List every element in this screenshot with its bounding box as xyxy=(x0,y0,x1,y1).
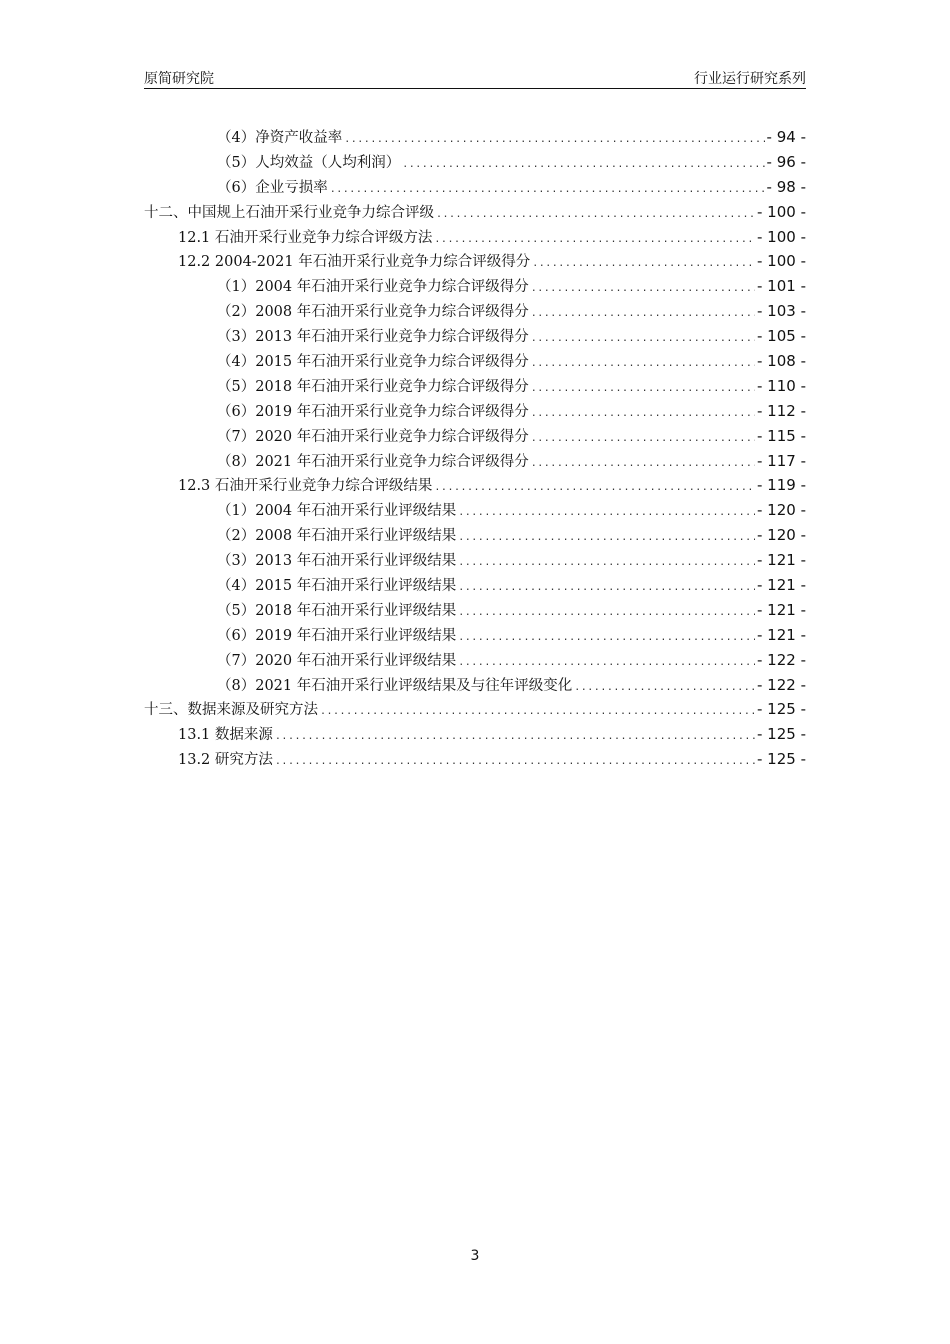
toc-entry-title: （3）2013 年石油开采行业竞争力综合评级得分 xyxy=(217,329,529,346)
toc-dot-leader xyxy=(531,458,755,469)
toc-entry-page: - 103 - xyxy=(757,302,806,321)
toc-entry-title: 13.2 研究方法 xyxy=(178,752,273,769)
toc-dot-leader xyxy=(402,159,764,170)
toc-entry[interactable] xyxy=(144,176,806,201)
toc-dot-leader xyxy=(434,482,755,493)
toc-entry-page: - 119 - xyxy=(757,476,806,495)
toc-entry[interactable] xyxy=(144,499,806,524)
toc-entry-page: - 117 - xyxy=(757,451,806,470)
toc-entry-title: （5）2018 年石油开采行业评级结果 xyxy=(217,602,457,619)
toc-entry-title: （5）人均效益（人均利润） xyxy=(217,154,401,171)
toc-dot-leader xyxy=(458,507,755,518)
toc-entry[interactable] xyxy=(144,474,806,499)
toc-entry-page: - 120 - xyxy=(757,526,806,545)
page-number: 3 xyxy=(470,1248,480,1264)
toc-dot-leader xyxy=(275,756,755,767)
toc-dot-leader xyxy=(275,731,755,742)
toc-dot-leader xyxy=(531,358,755,369)
toc-entry[interactable] xyxy=(144,450,806,475)
toc-entry[interactable] xyxy=(144,350,806,375)
toc-entry-title: 13.1 数据来源 xyxy=(178,727,273,744)
toc-entry-title: 十二、中国规上石油开采行业竞争力综合评级 xyxy=(144,204,434,221)
toc-entry-title: （1）2004 年石油开采行业竞争力综合评级得分 xyxy=(217,279,529,296)
toc-entry-page: - 115 - xyxy=(757,426,806,445)
toc-entry-title: （1）2004 年石油开采行业评级结果 xyxy=(217,503,457,520)
toc-entry-title: 12.3 石油开采行业竞争力综合评级结果 xyxy=(178,478,433,495)
toc-entry[interactable] xyxy=(144,201,806,226)
toc-entry[interactable] xyxy=(144,574,806,599)
toc-entry-page: - 121 - xyxy=(757,551,806,570)
toc-entry[interactable] xyxy=(144,275,806,300)
toc-entry-page: - 110 - xyxy=(757,376,806,395)
toc-entry-page: - 108 - xyxy=(757,352,806,371)
toc-dot-leader xyxy=(458,532,755,543)
toc-dot-leader xyxy=(330,184,765,195)
toc-entry-page: - 112 - xyxy=(757,401,806,420)
toc-entry-title: （7）2020 年石油开采行业评级结果 xyxy=(217,652,457,669)
toc-entry[interactable] xyxy=(144,698,806,723)
toc-entry-page: - 98 - xyxy=(766,177,806,196)
toc-entry-page: - 125 - xyxy=(757,750,806,769)
header-publisher: 原简研究院 xyxy=(144,71,214,87)
toc-entry-title: （8）2021 年石油开采行业竞争力综合评级得分 xyxy=(217,453,529,470)
toc-entry-page: - 94 - xyxy=(766,128,806,146)
toc-entry-page: - 121 - xyxy=(757,625,806,644)
toc-dot-leader xyxy=(458,632,755,643)
toc-entry[interactable] xyxy=(144,226,806,251)
toc-entry-title: （3）2013 年石油开采行业评级结果 xyxy=(217,553,457,570)
toc-entry-title: （4）2015 年石油开采行业评级结果 xyxy=(217,578,457,595)
toc-entry-page: - 101 - xyxy=(757,277,806,296)
toc-entry[interactable] xyxy=(144,400,806,425)
toc-entry-page: - 125 - xyxy=(757,700,806,719)
toc-entry-page: - 122 - xyxy=(757,650,806,669)
toc-entry-title: （5）2018 年石油开采行业竞争力综合评级得分 xyxy=(217,378,529,395)
toc-entry-title: （2）2008 年石油开采行业评级结果 xyxy=(217,528,457,545)
toc-entry-page: - 100 - xyxy=(757,227,806,246)
toc-dot-leader xyxy=(458,582,755,593)
toc-entry-title: （4）2015 年石油开采行业竞争力综合评级得分 xyxy=(217,354,529,371)
toc-entry[interactable] xyxy=(144,126,806,151)
toc-dot-leader xyxy=(458,657,755,668)
toc-entry-title: （8）2021 年石油开采行业评级结果及与往年评级变化 xyxy=(217,677,573,694)
toc-entry[interactable] xyxy=(144,325,806,350)
toc-dot-leader xyxy=(532,258,755,269)
toc-entry[interactable] xyxy=(144,649,806,674)
header-series: 行业运行研究系列 xyxy=(694,71,806,87)
toc-entry[interactable] xyxy=(144,375,806,400)
toc-entry-page: - 121 - xyxy=(757,576,806,595)
toc-dot-leader xyxy=(458,557,755,568)
toc-entry[interactable] xyxy=(144,524,806,549)
toc-entry-page: - 121 - xyxy=(757,600,806,619)
toc-dot-leader xyxy=(531,408,755,419)
toc-entry-page: - 122 - xyxy=(757,675,806,694)
toc-entry[interactable] xyxy=(144,674,806,699)
toc-dot-leader xyxy=(458,607,755,618)
toc-entry-title: 十三、数据来源及研究方法 xyxy=(144,702,318,719)
toc-entry-title: 12.1 石油开采行业竞争力综合评级方法 xyxy=(178,229,433,246)
toc-entry[interactable] xyxy=(144,723,806,748)
toc-entry[interactable] xyxy=(144,748,806,773)
toc-entry[interactable] xyxy=(144,250,806,275)
toc-dot-leader xyxy=(531,283,755,294)
toc-entry-title: （6）2019 年石油开采行业评级结果 xyxy=(217,627,457,644)
toc-entry-page: - 105 - xyxy=(757,327,806,346)
toc-entry-page: - 96 - xyxy=(766,152,806,171)
table-of-contents xyxy=(144,126,806,773)
toc-entry-title: （6）2019 年石油开采行业竞争力综合评级得分 xyxy=(217,403,529,420)
toc-entry-title: （7）2020 年石油开采行业竞争力综合评级得分 xyxy=(217,428,529,445)
toc-entry[interactable] xyxy=(144,425,806,450)
toc-dot-leader xyxy=(344,134,764,145)
toc-entry-title: 12.2 2004-2021 年石油开采行业竞争力综合评级得分 xyxy=(178,254,531,271)
toc-entry-page: - 120 - xyxy=(757,501,806,520)
toc-dot-leader xyxy=(531,383,755,394)
toc-dot-leader xyxy=(531,333,755,344)
toc-entry-title: （6）企业亏损率 xyxy=(217,179,328,196)
toc-entry-title: （4）净资产收益率 xyxy=(217,130,343,146)
toc-dot-leader xyxy=(531,433,755,444)
toc-entry-page: - 100 - xyxy=(757,252,806,271)
toc-dot-leader xyxy=(574,682,755,693)
toc-dot-leader xyxy=(434,234,755,245)
toc-entry[interactable] xyxy=(144,549,806,574)
page-header xyxy=(144,64,806,89)
toc-entry-title: （2）2008 年石油开采行业竞争力综合评级得分 xyxy=(217,304,529,321)
toc-dot-leader xyxy=(436,209,755,220)
toc-entry[interactable] xyxy=(144,599,806,624)
toc-entry[interactable] xyxy=(144,300,806,325)
toc-entry-page: - 100 - xyxy=(757,202,806,221)
toc-entry[interactable] xyxy=(144,151,806,176)
toc-dot-leader xyxy=(320,706,755,717)
toc-entry-page: - 125 - xyxy=(757,725,806,744)
toc-entry[interactable] xyxy=(144,624,806,649)
toc-dot-leader xyxy=(531,308,755,319)
